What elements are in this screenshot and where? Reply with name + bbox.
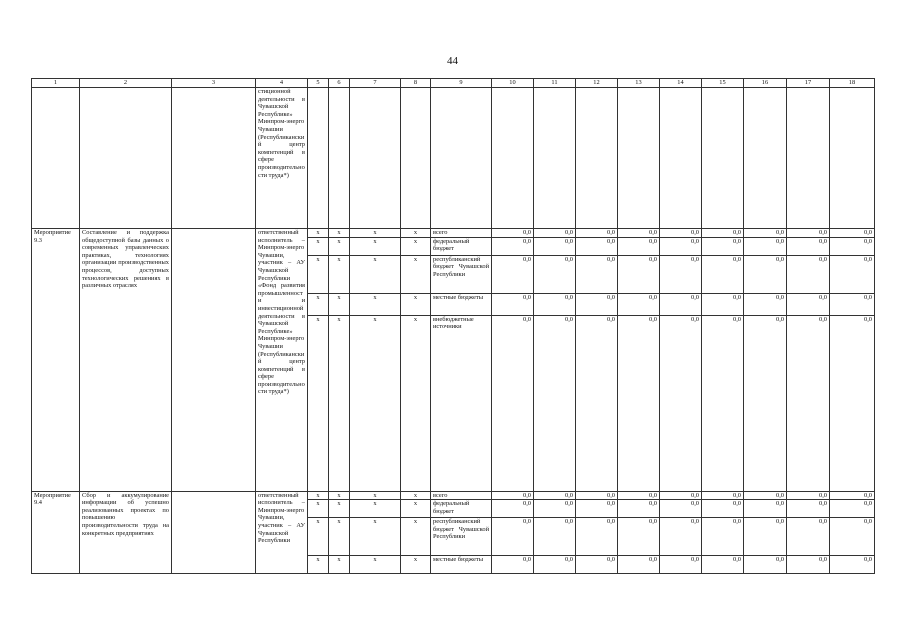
amount-cell: 0,0	[744, 518, 787, 556]
measure-name: Составление и поддержка общедоступной базы данных о современных управленческих практиках, технологиях организации производственных процессов, доступных технологических решениях в различных отраслях	[80, 229, 172, 492]
empty-cell	[576, 88, 618, 229]
amount-cell: 0,0	[534, 556, 576, 574]
column-header-11: 11	[534, 79, 576, 88]
amount-cell: 0,0	[660, 500, 702, 518]
empty-cell	[308, 88, 329, 229]
amount-cell: 0,0	[618, 237, 660, 255]
amount-cell: 0,0	[492, 229, 534, 238]
amount-cell: 0,0	[702, 237, 744, 255]
column-header-7: 7	[350, 79, 401, 88]
column-header-17: 17	[787, 79, 830, 88]
code-cell: х	[329, 255, 350, 293]
amount-cell: 0,0	[618, 491, 660, 500]
amount-cell: 0,0	[534, 315, 576, 491]
amount-cell: 0,0	[534, 491, 576, 500]
amount-cell: 0,0	[702, 491, 744, 500]
column-header-8: 8	[401, 79, 431, 88]
code-cell: х	[329, 237, 350, 255]
amount-cell: 0,0	[787, 518, 830, 556]
amount-cell: 0,0	[492, 255, 534, 293]
amount-cell: 0,0	[576, 491, 618, 500]
column-header-1: 1	[32, 79, 80, 88]
empty-cell	[350, 88, 401, 229]
amount-cell: 0,0	[787, 293, 830, 315]
empty-cell	[80, 88, 172, 229]
carry-over-row	[32, 88, 875, 229]
amount-cell: 0,0	[702, 255, 744, 293]
measure-responsible: ответственный исполнитель – Минпром-энерго Чувашии, участник – АУ Чувашской Республики	[256, 491, 308, 574]
funding-source: внебюджетные источники	[431, 315, 492, 491]
amount-cell: 0,0	[576, 518, 618, 556]
funding-source: федеральный бюджет	[431, 500, 492, 518]
code-cell: х	[401, 293, 431, 315]
amount-cell: 0,0	[492, 315, 534, 491]
amount-cell: 0,0	[660, 237, 702, 255]
amount-cell: 0,0	[618, 255, 660, 293]
amount-cell: 0,0	[534, 518, 576, 556]
amount-cell: 0,0	[787, 237, 830, 255]
measure-code: Мероприятие 9.4	[32, 491, 80, 574]
page-number: 44	[447, 55, 458, 67]
amount-cell: 0,0	[702, 229, 744, 238]
column-header-2: 2	[80, 79, 172, 88]
amount-cell: 0,0	[787, 491, 830, 500]
code-cell: х	[308, 255, 329, 293]
amount-cell: 0,0	[660, 491, 702, 500]
amount-cell: 0,0	[744, 500, 787, 518]
column-header-18: 18	[830, 79, 875, 88]
empty-cell	[830, 88, 875, 229]
amount-cell: 0,0	[492, 491, 534, 500]
amount-cell: 0,0	[830, 518, 875, 556]
column-header-4: 4	[256, 79, 308, 88]
amount-cell: 0,0	[660, 518, 702, 556]
amount-cell: 0,0	[702, 315, 744, 491]
amount-cell: 0,0	[744, 491, 787, 500]
amount-cell: 0,0	[744, 556, 787, 574]
measure-blank	[172, 491, 256, 574]
column-header-16: 16	[744, 79, 787, 88]
amount-cell: 0,0	[576, 556, 618, 574]
empty-cell	[401, 88, 431, 229]
measure-blank	[172, 229, 256, 492]
code-cell: х	[308, 229, 329, 238]
amount-cell: 0,0	[576, 500, 618, 518]
funding-source: республиканский бюджет Чувашской Республики	[431, 255, 492, 293]
measure-code: Мероприятие 9.3	[32, 229, 80, 492]
code-cell: х	[329, 229, 350, 238]
code-cell: х	[350, 315, 401, 491]
code-cell: х	[350, 293, 401, 315]
amount-cell: 0,0	[618, 315, 660, 491]
funding-source: федеральный бюджет	[431, 237, 492, 255]
amount-cell: 0,0	[830, 237, 875, 255]
code-cell: х	[350, 491, 401, 500]
amount-cell: 0,0	[830, 500, 875, 518]
amount-cell: 0,0	[576, 255, 618, 293]
empty-cell	[431, 88, 492, 229]
amount-cell: 0,0	[830, 556, 875, 574]
amount-cell: 0,0	[576, 293, 618, 315]
code-cell: х	[329, 500, 350, 518]
column-number-header	[32, 79, 875, 88]
amount-cell: 0,0	[787, 315, 830, 491]
amount-cell: 0,0	[492, 518, 534, 556]
empty-cell	[172, 88, 256, 229]
amount-cell: 0,0	[830, 255, 875, 293]
measure-responsible: ответственный исполнитель – Минпром-энерго Чувашии, участник – АУ Чувашской Республики «Фонд развития промышленности и инвестиционной деятельности в Чувашской Республике» Минпром-энерго Чувашии (Республиканский центр компетенций в сфере производительности труда*)	[256, 229, 308, 492]
code-cell: х	[401, 518, 431, 556]
code-cell: х	[350, 500, 401, 518]
amount-cell: 0,0	[534, 255, 576, 293]
amount-cell: 0,0	[702, 293, 744, 315]
code-cell: х	[308, 518, 329, 556]
amount-cell: 0,0	[702, 500, 744, 518]
amount-cell: 0,0	[787, 500, 830, 518]
code-cell: х	[329, 491, 350, 500]
amount-cell: 0,0	[492, 237, 534, 255]
column-header-5: 5	[308, 79, 329, 88]
column-header-6: 6	[329, 79, 350, 88]
amount-cell: 0,0	[660, 315, 702, 491]
code-cell: х	[308, 491, 329, 500]
amount-cell: 0,0	[492, 556, 534, 574]
code-cell: х	[401, 237, 431, 255]
amount-cell: 0,0	[744, 237, 787, 255]
amount-cell: 0,0	[787, 229, 830, 238]
amount-cell: 0,0	[660, 255, 702, 293]
empty-cell	[660, 88, 702, 229]
empty-cell	[534, 88, 576, 229]
code-cell: х	[350, 518, 401, 556]
carry-over-responsible: стиционной деятельности в Чувашской Республике» Минпром-энерго Чувашии (Республиканский центр компетенций в сфере производительности труда*)	[256, 88, 308, 229]
amount-cell: 0,0	[660, 229, 702, 238]
amount-cell: 0,0	[744, 255, 787, 293]
amount-cell: 0,0	[576, 237, 618, 255]
program-table	[31, 78, 875, 574]
code-cell: х	[350, 229, 401, 238]
funding-source: всего	[431, 491, 492, 500]
amount-cell: 0,0	[744, 229, 787, 238]
column-header-3: 3	[172, 79, 256, 88]
code-cell: х	[401, 255, 431, 293]
amount-cell: 0,0	[702, 556, 744, 574]
code-cell: х	[401, 491, 431, 500]
table-row	[32, 229, 875, 238]
amount-cell: 0,0	[702, 518, 744, 556]
amount-cell: 0,0	[534, 500, 576, 518]
code-cell: х	[308, 293, 329, 315]
amount-cell: 0,0	[830, 315, 875, 491]
code-cell: х	[401, 556, 431, 574]
code-cell: х	[308, 500, 329, 518]
amount-cell: 0,0	[576, 315, 618, 491]
empty-cell	[618, 88, 660, 229]
code-cell: х	[350, 237, 401, 255]
amount-cell: 0,0	[492, 500, 534, 518]
amount-cell: 0,0	[618, 229, 660, 238]
column-header-14: 14	[660, 79, 702, 88]
amount-cell: 0,0	[534, 237, 576, 255]
funding-source: всего	[431, 229, 492, 238]
code-cell: х	[329, 518, 350, 556]
amount-cell: 0,0	[744, 315, 787, 491]
amount-cell: 0,0	[618, 518, 660, 556]
amount-cell: 0,0	[787, 255, 830, 293]
column-header-13: 13	[618, 79, 660, 88]
funding-source: местные бюджеты	[431, 556, 492, 574]
column-header-9: 9	[431, 79, 492, 88]
amount-cell: 0,0	[618, 500, 660, 518]
amount-cell: 0,0	[618, 293, 660, 315]
code-cell: х	[350, 255, 401, 293]
measure-name: Сбор и аккумулирование информации об успешно реализованных проектах по повышению производительности труда на конкретных предприятиях	[80, 491, 172, 574]
amount-cell: 0,0	[576, 229, 618, 238]
empty-cell	[787, 88, 830, 229]
amount-cell: 0,0	[787, 556, 830, 574]
code-cell: х	[308, 315, 329, 491]
column-header-12: 12	[576, 79, 618, 88]
column-header-10: 10	[492, 79, 534, 88]
code-cell: х	[401, 500, 431, 518]
empty-cell	[744, 88, 787, 229]
amount-cell: 0,0	[534, 293, 576, 315]
funding-source: местные бюджеты	[431, 293, 492, 315]
amount-cell: 0,0	[830, 229, 875, 238]
amount-cell: 0,0	[618, 556, 660, 574]
table-row	[32, 491, 875, 500]
code-cell: х	[350, 556, 401, 574]
code-cell: х	[329, 293, 350, 315]
empty-cell	[702, 88, 744, 229]
amount-cell: 0,0	[830, 293, 875, 315]
column-header-15: 15	[702, 79, 744, 88]
empty-cell	[329, 88, 350, 229]
code-cell: х	[329, 556, 350, 574]
amount-cell: 0,0	[660, 556, 702, 574]
amount-cell: 0,0	[744, 293, 787, 315]
amount-cell: 0,0	[534, 229, 576, 238]
code-cell: х	[308, 237, 329, 255]
code-cell: х	[401, 229, 431, 238]
code-cell: х	[308, 556, 329, 574]
funding-source: республиканский бюджет Чувашской Республики	[431, 518, 492, 556]
empty-cell	[32, 88, 80, 229]
empty-cell	[492, 88, 534, 229]
code-cell: х	[401, 315, 431, 491]
amount-cell: 0,0	[830, 491, 875, 500]
code-cell: х	[329, 315, 350, 491]
amount-cell: 0,0	[660, 293, 702, 315]
amount-cell: 0,0	[492, 293, 534, 315]
